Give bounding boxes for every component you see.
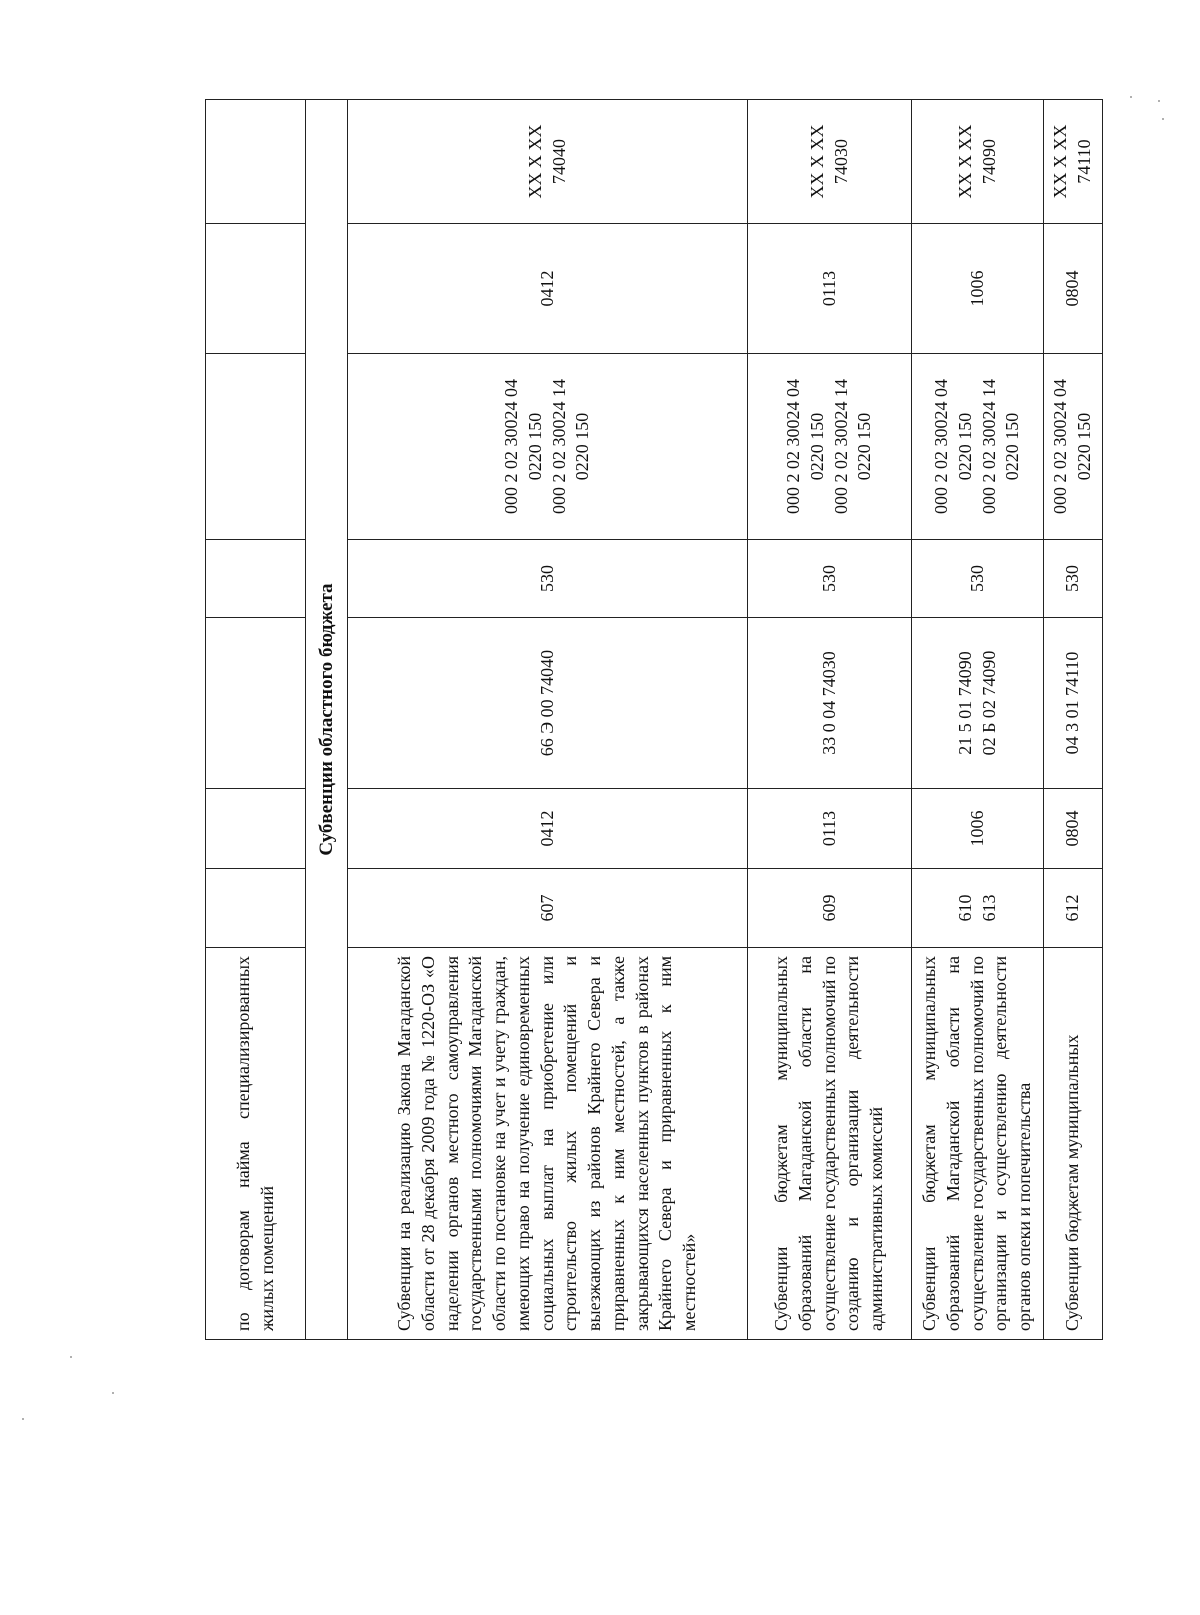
table-row: [206, 100, 306, 1340]
cell-csr: 21 5 01 74090 02 Б 02 74090: [912, 618, 1044, 789]
table-row: [348, 100, 748, 1340]
scan-speck: [22, 1418, 24, 1420]
cell-csr: 04 3 01 74110: [1044, 618, 1103, 789]
cell-code: XX X XX 74040: [348, 100, 748, 224]
rotated-table-wrapper: [205, 100, 1094, 1340]
cell-income: 000 2 02 30024 04 0220 150 000 2 02 30024 14 0220 150: [912, 354, 1044, 540]
scan-speck: [1162, 118, 1164, 120]
cell-grbs: 610 613: [912, 869, 1044, 948]
cell-code: XX X XX 74110: [1044, 100, 1103, 224]
cell-rzpr2: 0804: [1044, 224, 1103, 354]
cell-rzpr: 0412: [348, 789, 748, 869]
cell-vr: 530: [348, 540, 748, 618]
cell-empty: [206, 869, 306, 948]
scan-speck: [112, 1392, 114, 1394]
table-row: [912, 100, 1044, 1340]
cell-grbs: 612: [1044, 869, 1103, 948]
cell-rzpr: 0113: [748, 789, 912, 869]
cell-rzpr2: 1006: [912, 224, 1044, 354]
cell-csr: 66 Э 00 74040: [348, 618, 748, 789]
cell-name: Субвенции бюджетам муниципальных образований Магаданской области на осуществление государственных полномочий по организации и осуществлению деятельности органов опеки и попечительства: [912, 948, 1044, 1340]
cell-code: XX X XX 74090: [912, 100, 1044, 224]
cell-vr: 530: [748, 540, 912, 618]
cell-rzpr2: 0412: [348, 224, 748, 354]
cell-vr: 530: [912, 540, 1044, 618]
cell-name: по договорам найма специализированных жилых помещений: [206, 948, 306, 1340]
cell-name: Субвенции на реализацию Закона Магаданской области от 28 декабря 2009 года № 1220-ОЗ «О наделении органов местного самоуправления государственными полномочиями Магаданской области по постановке на учет и учету граждан, имеющих право на получение единовременных социальных выплат на приобретение или строительство жилых помещений и выезжающих из районов Крайнего Севера и приравненных к ним местностей, а также закрывающихся населенных пунктов в районах Крайнего Севера и приравненных к ним местностей»: [348, 948, 748, 1340]
cell-rzpr: 0804: [1044, 789, 1103, 869]
section-header: Субвенции областного бюджета: [306, 100, 348, 1340]
cell-empty: [206, 354, 306, 540]
scan-speck: [1158, 100, 1160, 102]
table-row: [1044, 100, 1103, 1340]
section-header-row: [306, 100, 348, 1340]
cell-income: 000 2 02 30024 04 0220 150: [1044, 354, 1103, 540]
cell-csr: 33 0 04 74030: [748, 618, 912, 789]
cell-code: XX X XX 74030: [748, 100, 912, 224]
cell-empty: [206, 100, 306, 224]
cell-name: Субвенции бюджетам муниципальных образований Магаданской области на осуществление государственных полномочий по созданию и организации деятельности административных комиссий: [748, 948, 912, 1340]
cell-empty: [206, 540, 306, 618]
cell-rzpr2: 0113: [748, 224, 912, 354]
cell-empty: [206, 224, 306, 354]
table-row: [748, 100, 912, 1340]
subventions-table: [205, 99, 1103, 1340]
cell-income: 000 2 02 30024 04 0220 150 000 2 02 30024 14 0220 150: [348, 354, 748, 540]
cell-empty: [206, 618, 306, 789]
cell-name: Субвенции бюджетам муниципальных: [1044, 948, 1103, 1340]
cell-income: 000 2 02 30024 04 0220 150 000 2 02 30024 14 0220 150: [748, 354, 912, 540]
scan-speck: [70, 1356, 72, 1358]
cell-rzpr: 1006: [912, 789, 1044, 869]
cell-grbs: 607: [348, 869, 748, 948]
cell-grbs: 609: [748, 869, 912, 948]
cell-empty: [206, 789, 306, 869]
scan-speck: [1130, 96, 1132, 98]
cell-vr: 530: [1044, 540, 1103, 618]
